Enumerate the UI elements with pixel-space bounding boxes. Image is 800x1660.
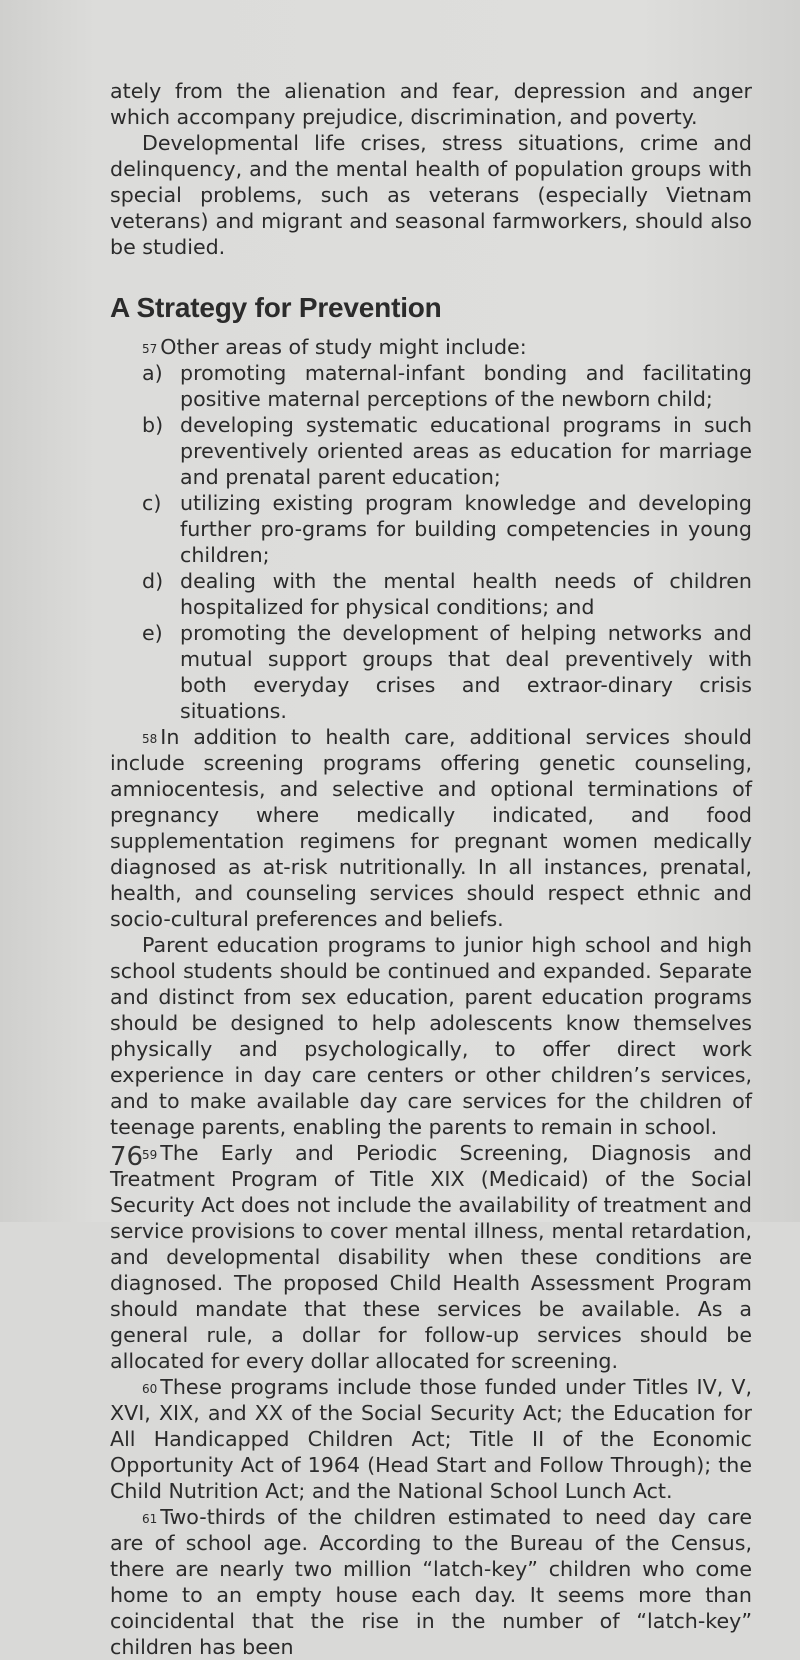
footnote-marker: 58 bbox=[142, 732, 158, 746]
page-number: 76 bbox=[110, 1142, 144, 1172]
list-item-text: utilizing existing program knowledge and developing further pro-grams for building competencies in young children; bbox=[180, 491, 752, 567]
paragraph-text: The Early and Periodic Screening, Diagnosis and Treatment Program of Title XIX (Medicaid) of the Social Security Act does not include the availability of treatment and service provisions to cover mental illness, mental retardation, and developmental disability when these conditions are diagnosed. The proposed Child Health Assessment Program should mandate that these services be available. As a general rule, a dollar for follow-up services should be allocated for every dollar allocated for screening. bbox=[110, 1141, 752, 1373]
footnote-marker: 60 bbox=[142, 1382, 158, 1396]
list-item-text: developing systematic educational programs in such preventively oriented areas as education for marriage and prenatal parent education; bbox=[180, 413, 752, 489]
list-item bbox=[142, 412, 752, 490]
study-areas-list bbox=[110, 360, 752, 724]
list-item bbox=[142, 360, 752, 412]
list-item-text: promoting maternal-infant bonding and facilitating positive maternal perceptions of the newborn child; bbox=[180, 361, 752, 411]
footnote-marker: 59 bbox=[142, 1148, 158, 1162]
intro-text: Other areas of study might include: bbox=[160, 335, 527, 359]
paragraph-text: These programs include those funded under Titles IV, V, XVI, XIX, and XX of the Social Security Act; the Education for All Handicapped Children Act; Title II of the Economic Opportunity Act of 1964 (Head Start and Follow Through); the Child Nutrition Act; and the National School Lunch Act. bbox=[110, 1375, 752, 1503]
paragraph-funded-programs bbox=[110, 1374, 752, 1504]
paragraph-latch-key-children bbox=[110, 1504, 752, 1660]
list-marker: c) bbox=[142, 491, 162, 515]
list-marker: a) bbox=[142, 361, 163, 385]
paragraph-parent-education bbox=[110, 932, 752, 1140]
paragraph-developmental-crises: Developmental life crises, stress situations, crime and delinquency, and the mental health of population groups with special problems, such as veterans (especially Vietnam veterans) and migrant and seasonal farmworkers, should also be studied. bbox=[110, 131, 752, 259]
intro-paragraph bbox=[110, 334, 752, 360]
list-marker: b) bbox=[142, 413, 164, 437]
list-item bbox=[142, 490, 752, 568]
section-heading: A Strategy for Prevention bbox=[110, 292, 442, 323]
list-marker: d) bbox=[142, 569, 164, 593]
paragraph-text: In addition to health care, additional services should include screening programs offering genetic counseling, amniocentesis, and selective and optional terminations of pregnancy where medically indicated, and food supplementation regimens for pregnant women medically diagnosed as at-risk nutritionally. In all instances, prenatal, health, and counseling services should respect ethnic and socio-cultural preferences and beliefs. bbox=[110, 725, 752, 931]
list-item bbox=[142, 568, 752, 620]
paragraph-epsdt-program bbox=[110, 1140, 752, 1374]
paragraph-text: Two-thirds of the children estimated to need day care are of school age. According to the Bureau of the Census, there are nearly two million “latch-key” children who come home to an empty house each day. It seems more than coincidental that the rise in the number of “latch-key” children has been bbox=[110, 1505, 752, 1659]
list-item bbox=[142, 620, 752, 724]
list-item-text: promoting the development of helping networks and mutual support groups that deal preventively with both everyday crises and extraor-dinary crisis situations. bbox=[180, 621, 752, 723]
footnote-marker: 61 bbox=[142, 1512, 158, 1526]
paragraph-screening-services bbox=[110, 724, 752, 932]
paragraph-text: Parent education programs to junior high school and high school students should be continued and expanded. Separate and distinct from sex education, parent education programs should be designed to help adolescents know themselves physically and psychologically, to offer direct work experience in day care centers or other children’s services, and to make available day care services for the children of teenage parents, enabling the parents to remain in school. bbox=[110, 933, 752, 1139]
list-item-text: dealing with the mental health needs of children hospitalized for physical conditions; and bbox=[180, 569, 752, 619]
list-marker: e) bbox=[142, 621, 163, 645]
paragraph-continued: ately from the alienation and fear, depression and anger which accompany prejudice, discrimination, and poverty. bbox=[110, 79, 752, 129]
footnote-marker: 57 bbox=[142, 342, 158, 356]
